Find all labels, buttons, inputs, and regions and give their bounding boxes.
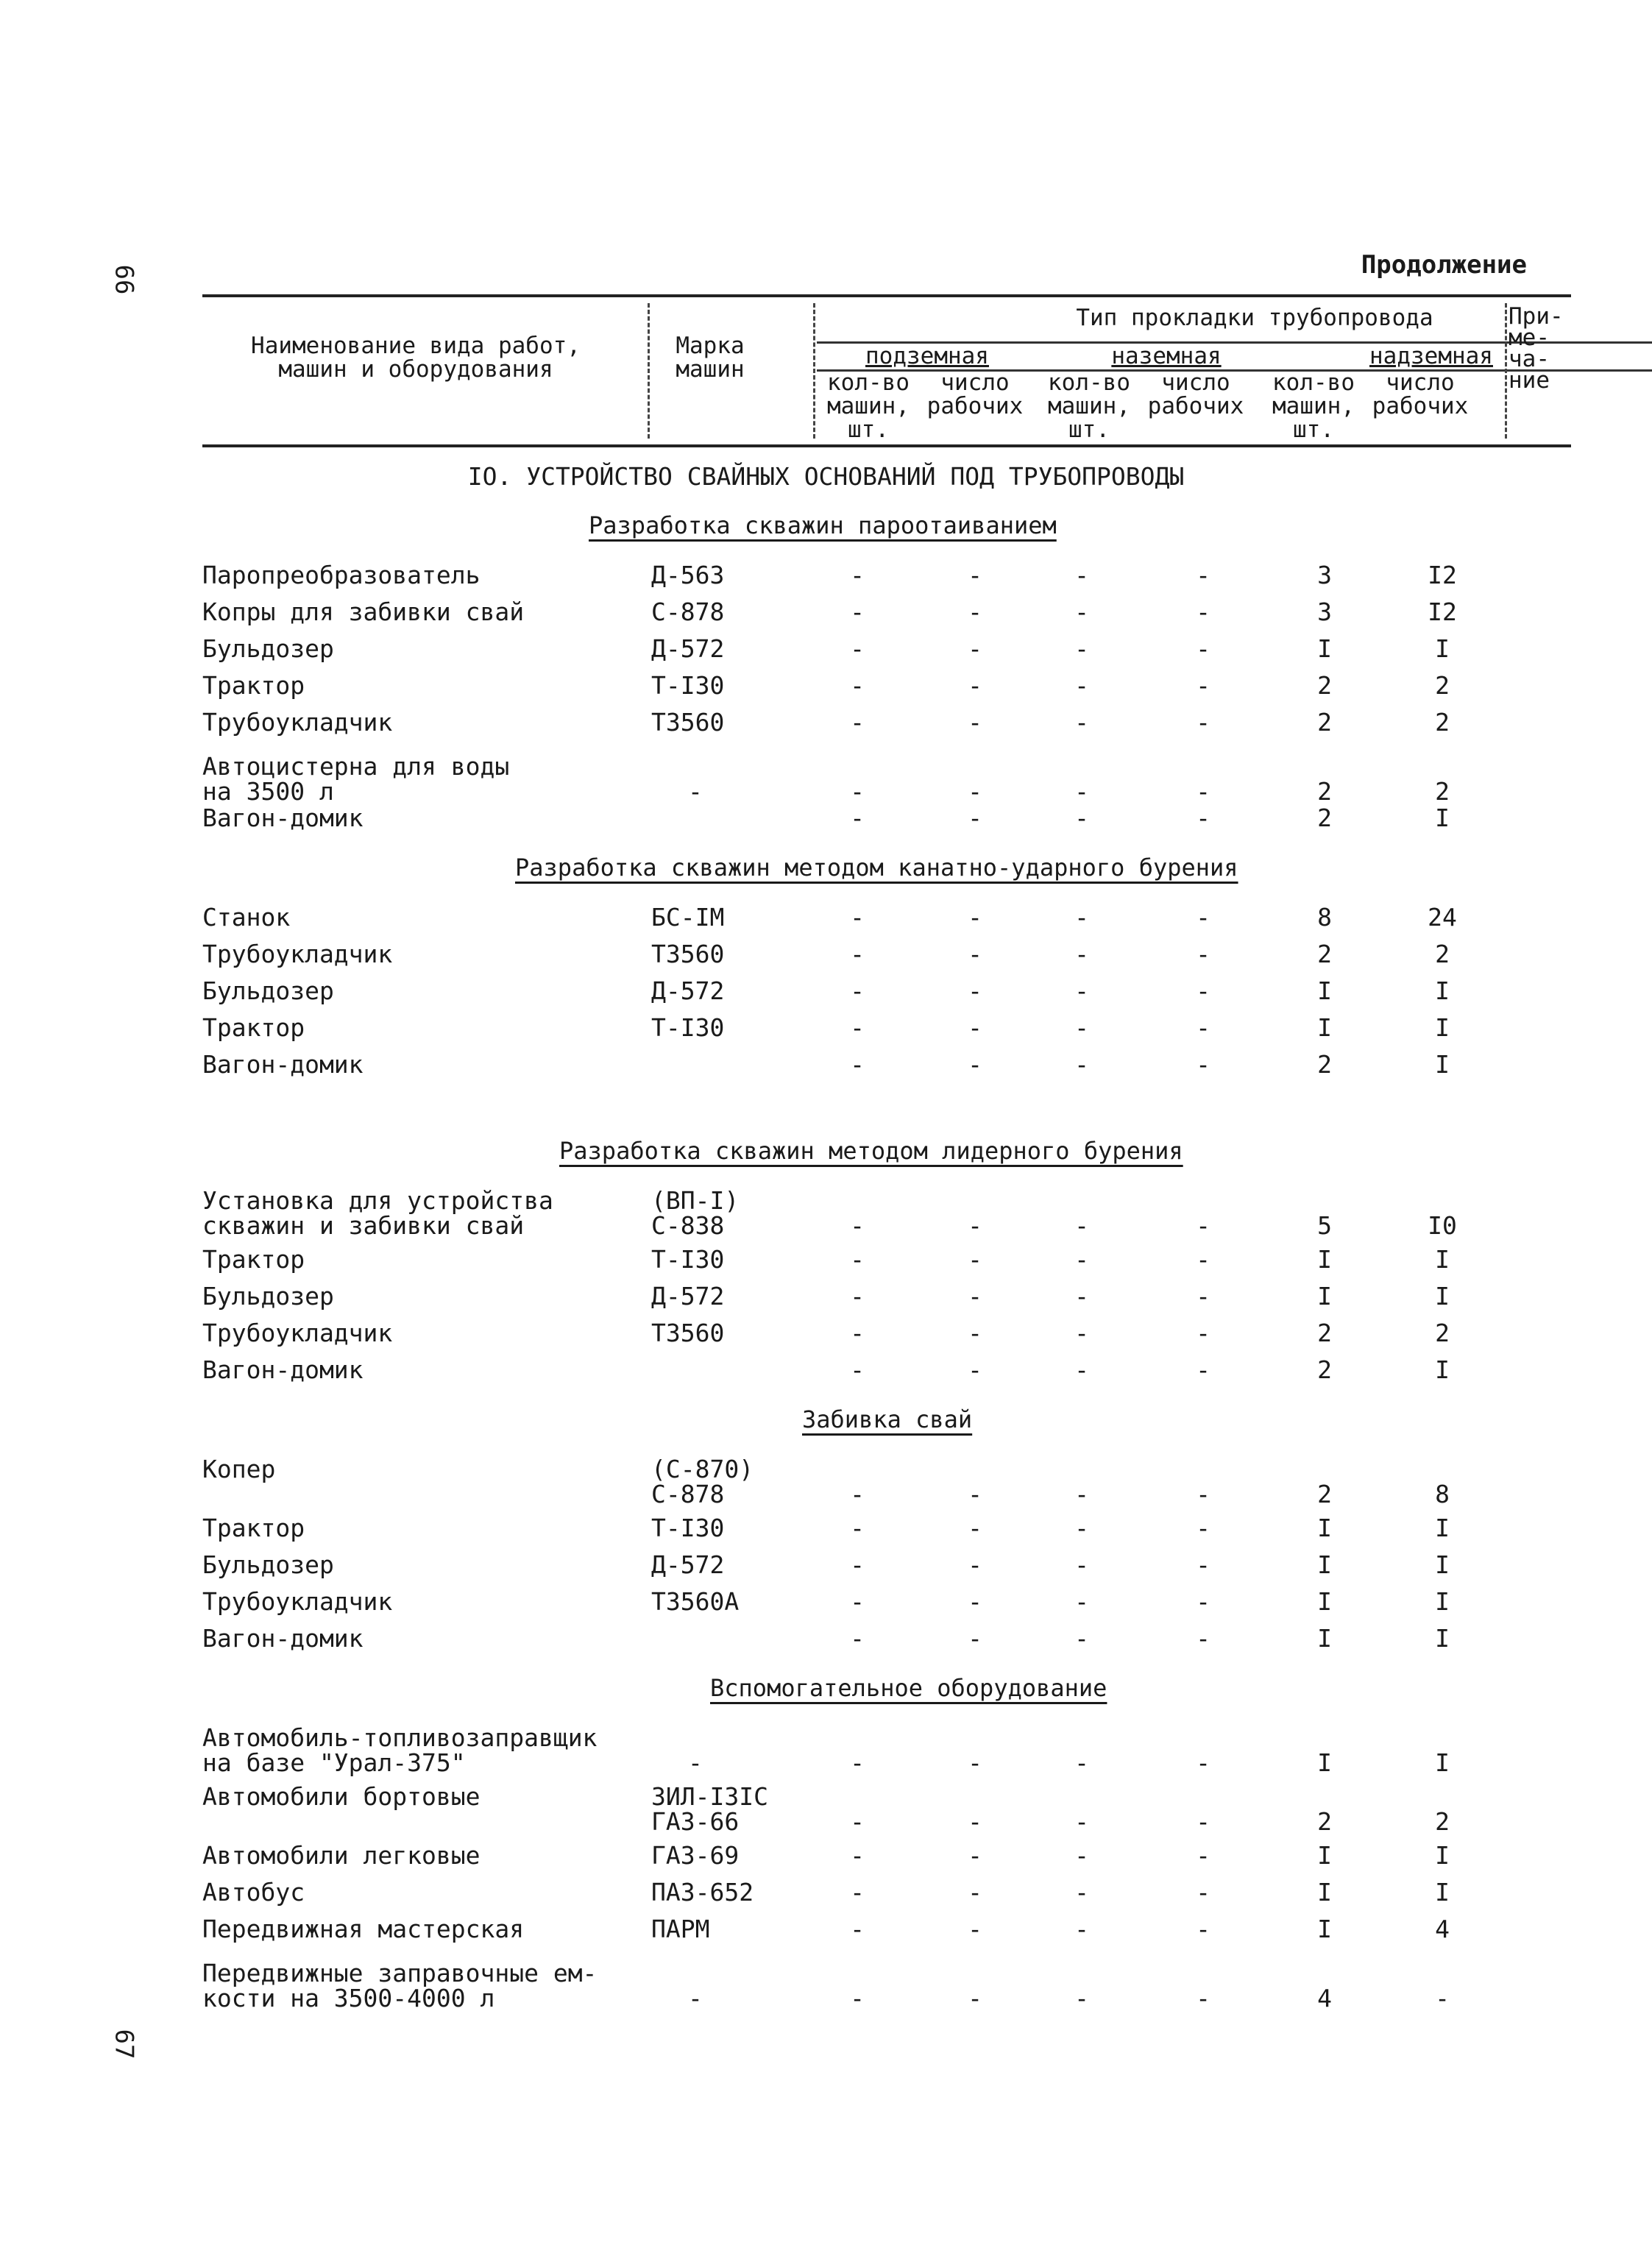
header-note-column: При- ме- ча- ние — [1509, 303, 1564, 394]
row-value: I2 — [1428, 597, 1457, 626]
row-name: Вагон-домик — [202, 1050, 364, 1079]
row-name: Трубоукладчик — [202, 1587, 393, 1616]
row-value: - — [1074, 1245, 1089, 1274]
row-value: - — [968, 1878, 982, 1907]
row-value: - — [850, 1587, 865, 1616]
row-value: - — [1074, 1841, 1089, 1870]
row-value: - — [968, 1319, 982, 1347]
row-name: Трактор — [202, 671, 305, 700]
row-value: - — [1196, 1355, 1210, 1384]
row-name: Бульдозер — [202, 1550, 334, 1579]
header-type-ground: наземная — [1111, 343, 1222, 369]
row-value: - — [1196, 1480, 1210, 1508]
page-number-top: 66 — [109, 264, 139, 295]
row-value: - — [1196, 1050, 1210, 1079]
row-value: - — [850, 1624, 865, 1653]
subsection-title: Забивка свай — [802, 1405, 973, 1433]
row-value: - — [1074, 940, 1089, 968]
row-value: 2 — [1317, 671, 1332, 700]
row-value: I — [1435, 1514, 1450, 1542]
row-mark: ЗИЛ-I3IС ГАЗ-66 — [651, 1782, 768, 1836]
row-value: - — [968, 1514, 982, 1542]
row-value: - — [1196, 1550, 1210, 1579]
subsection-title: Вспомогательное оборудование — [710, 1674, 1107, 1702]
row-value: 2 — [1435, 777, 1450, 806]
row-value: - — [1196, 976, 1210, 1005]
row-mark: Т-I30 — [651, 1013, 725, 1042]
row-value: - — [968, 1355, 982, 1384]
row-value: - — [850, 708, 865, 737]
row-value: 2 — [1317, 1355, 1332, 1384]
header-name-column: Наименование вида работ, машин и оборудования — [251, 333, 581, 383]
row-mark: Т3560А — [651, 1587, 740, 1616]
row-value: - — [968, 1013, 982, 1042]
row-mark: Т-I30 — [651, 671, 725, 700]
row-mark: Д-563 — [651, 561, 725, 589]
row-value: 3 — [1317, 561, 1332, 589]
row-value: - — [1074, 634, 1089, 663]
row-name: Вагон-домик — [202, 1355, 364, 1384]
row-value: - — [850, 634, 865, 663]
row-value: I — [1317, 976, 1332, 1005]
row-value: - — [968, 1748, 982, 1777]
row-value: - — [850, 940, 865, 968]
header-divider — [1505, 303, 1507, 439]
row-value: - — [1196, 940, 1210, 968]
row-name: Трактор — [202, 1245, 305, 1274]
row-value: - — [1074, 1748, 1089, 1777]
page-number-bottom: 67 — [109, 2029, 139, 2060]
row-value: 2 — [1317, 940, 1332, 968]
row-value: I — [1317, 1245, 1332, 1274]
row-value: - — [1074, 976, 1089, 1005]
row-value: - — [968, 1550, 982, 1579]
row-value: - — [1196, 1807, 1210, 1836]
row-value: - — [1074, 1984, 1089, 2012]
row-value: - — [850, 976, 865, 1005]
row-value: - — [1196, 708, 1210, 737]
row-value: - — [968, 708, 982, 737]
row-name: Автобус — [202, 1878, 305, 1907]
row-value: - — [1074, 1211, 1089, 1240]
row-value: - — [1074, 1807, 1089, 1836]
row-value: - — [968, 1841, 982, 1870]
row-value: - — [850, 777, 865, 806]
row-value: 5 — [1317, 1211, 1332, 1240]
row-value: - — [1074, 1915, 1089, 1943]
row-value: - — [850, 903, 865, 932]
row-value: - — [968, 1587, 982, 1616]
row-value: - — [1196, 1624, 1210, 1653]
row-value: - — [968, 1624, 982, 1653]
row-value: - — [850, 1807, 865, 1836]
row-value: - — [1074, 1355, 1089, 1384]
row-value: - — [968, 1245, 982, 1274]
row-value: - — [968, 561, 982, 589]
row-value: I — [1317, 1282, 1332, 1311]
section-title: IO. УСТРОЙСТВО СВАЙНЫХ ОСНОВАНИЙ ПОД ТРУБОПРОВОДЫ — [467, 462, 1185, 491]
row-name: Станок — [202, 903, 291, 932]
row-value: - — [850, 1355, 865, 1384]
row-value: I — [1435, 1624, 1450, 1653]
row-value: 2 — [1435, 708, 1450, 737]
row-value: - — [850, 1245, 865, 1274]
row-value: - — [850, 1915, 865, 1943]
subsection-title: Разработка скважин методом лидерного бурения — [559, 1137, 1183, 1165]
row-mark: Д-572 — [651, 1550, 725, 1579]
row-name: Передвижная мастерская — [202, 1915, 525, 1943]
header-sub-workers: число рабочих — [1147, 369, 1244, 419]
row-value: - — [850, 804, 865, 832]
row-mark: Т3560 — [651, 1319, 725, 1347]
row-value: - — [850, 1480, 865, 1508]
row-value: I — [1317, 1915, 1332, 1943]
row-value: I — [1317, 1748, 1332, 1777]
row-value: - — [1074, 804, 1089, 832]
row-value: - — [1074, 903, 1089, 932]
row-value: 3 — [1317, 597, 1332, 626]
row-value: - — [1074, 1587, 1089, 1616]
row-value: I — [1435, 1587, 1450, 1616]
row-value: I — [1317, 1841, 1332, 1870]
row-value: - — [1196, 1841, 1210, 1870]
row-mark: Т-I30 — [651, 1514, 725, 1542]
row-value: 2 — [1435, 671, 1450, 700]
row-value: I — [1317, 1013, 1332, 1042]
row-value: - — [968, 1211, 982, 1240]
row-value: - — [968, 1282, 982, 1311]
row-value: - — [1196, 1748, 1210, 1777]
row-value: - — [1074, 597, 1089, 626]
row-value: - — [1196, 1282, 1210, 1311]
row-value: - — [1074, 1550, 1089, 1579]
row-name: Паропреобразователь — [202, 561, 481, 589]
row-name: Трубоукладчик — [202, 940, 393, 968]
row-name: Копры для забивки свай — [202, 597, 525, 626]
row-value: - — [968, 940, 982, 968]
row-value: - — [1196, 1984, 1210, 2012]
row-value: 2 — [1317, 1807, 1332, 1836]
row-mark: Т-I30 — [651, 1245, 725, 1274]
row-value: 2 — [1317, 804, 1332, 832]
row-value: - — [968, 597, 982, 626]
row-value: I — [1317, 1624, 1332, 1653]
row-value: 2 — [1435, 1807, 1450, 1836]
row-value: - — [1074, 1480, 1089, 1508]
row-value: - — [1196, 777, 1210, 806]
row-name: Бульдозер — [202, 976, 334, 1005]
header-sub-count: кол-во машин, шт. — [1048, 369, 1130, 443]
row-value: I — [1317, 1514, 1332, 1542]
row-value: 2 — [1317, 1319, 1332, 1347]
row-mark: Д-572 — [651, 1282, 725, 1311]
row-value: - — [1074, 1878, 1089, 1907]
row-value: - — [850, 1013, 865, 1042]
row-value: 24 — [1428, 903, 1457, 932]
row-value: - — [1196, 1587, 1210, 1616]
row-value: - — [1196, 1245, 1210, 1274]
row-name: Бульдозер — [202, 634, 334, 663]
header-type-aboveground: надземная — [1369, 343, 1493, 369]
row-value: I — [1317, 1587, 1332, 1616]
table-header — [202, 294, 1571, 447]
continuation-label: Продолжение — [1361, 250, 1527, 280]
header-type-group: Тип прокладки трубопровода — [1076, 305, 1433, 331]
row-value: - — [968, 804, 982, 832]
row-value: - — [1435, 1984, 1450, 2012]
row-mark: С-878 — [651, 597, 725, 626]
row-name: Автоцистерна для воды на 3500 л — [202, 752, 510, 806]
row-value: - — [850, 1841, 865, 1870]
row-value: - — [1196, 671, 1210, 700]
row-value: - — [850, 671, 865, 700]
row-value: I — [1317, 634, 1332, 663]
row-value: - — [850, 1514, 865, 1542]
row-value: - — [850, 1984, 865, 2012]
row-value: I — [1435, 1245, 1450, 1274]
row-value: I2 — [1428, 561, 1457, 589]
row-value: I — [1435, 1355, 1450, 1384]
row-name: Вагон-домик — [202, 804, 364, 832]
row-name: Вагон-домик — [202, 1624, 364, 1653]
row-value: - — [850, 1550, 865, 1579]
header-divider — [648, 303, 650, 439]
row-value: - — [1196, 804, 1210, 832]
header-sub-workers: число рабочих — [1372, 369, 1469, 419]
row-mark: Т3560 — [651, 940, 725, 968]
row-value: I — [1317, 1550, 1332, 1579]
row-value: - — [1074, 777, 1089, 806]
row-mark: - — [688, 777, 703, 806]
header-sub-count: кол-во машин, шт. — [1272, 369, 1355, 443]
row-value: - — [968, 1984, 982, 2012]
row-value: - — [1196, 1319, 1210, 1347]
row-name: Установка для устройства скважин и забивки свай — [202, 1186, 553, 1240]
row-value: - — [850, 1050, 865, 1079]
row-value: - — [1074, 1319, 1089, 1347]
row-value: - — [968, 777, 982, 806]
row-value: - — [1196, 1915, 1210, 1943]
row-value: - — [850, 597, 865, 626]
row-value: 2 — [1317, 777, 1332, 806]
row-value: 4 — [1317, 1984, 1332, 2012]
row-value: - — [968, 1050, 982, 1079]
row-name: Трубоукладчик — [202, 708, 393, 737]
header-type-underground: подземная — [865, 343, 989, 369]
row-mark: - — [688, 1984, 703, 2012]
row-value: - — [850, 1748, 865, 1777]
row-name: Автомобили легковые — [202, 1841, 481, 1870]
row-mark: - — [688, 1748, 703, 1777]
row-name: Автомобили бортовые — [202, 1782, 481, 1811]
row-value: I — [1435, 1282, 1450, 1311]
row-value: 2 — [1435, 940, 1450, 968]
header-sub-workers: число рабочих — [926, 369, 1024, 419]
row-name: Трубоукладчик — [202, 1319, 393, 1347]
row-value: I — [1435, 1841, 1450, 1870]
row-name: Трактор — [202, 1514, 305, 1542]
row-value: - — [968, 976, 982, 1005]
row-value: - — [1074, 561, 1089, 589]
row-value: - — [1196, 1013, 1210, 1042]
row-value: I — [1435, 1748, 1450, 1777]
row-name: Бульдозер — [202, 1282, 334, 1311]
row-value: I — [1435, 1550, 1450, 1579]
row-value: - — [968, 671, 982, 700]
row-value: - — [850, 1211, 865, 1240]
row-value: - — [1074, 1514, 1089, 1542]
row-value: I — [1435, 634, 1450, 663]
row-value: 2 — [1317, 1050, 1332, 1079]
row-name: Автомобиль-топливозаправщик на базе "Урал-375" — [202, 1723, 598, 1777]
row-value: - — [968, 1807, 982, 1836]
row-value: - — [1196, 561, 1210, 589]
header-mark-column: Марка машин — [676, 333, 745, 383]
row-value: 8 — [1317, 903, 1332, 932]
row-value: I — [1435, 804, 1450, 832]
row-mark: (ВП-I) С-838 — [651, 1186, 740, 1240]
row-value: - — [1074, 1013, 1089, 1042]
row-name: Передвижные заправочные ем- кости на 3500-4000 л — [202, 1959, 598, 2012]
header-divider — [813, 303, 815, 439]
subsection-title: Разработка скважин методом канатно-ударного бурения — [515, 854, 1238, 882]
row-value: - — [1196, 903, 1210, 932]
row-value: - — [850, 1878, 865, 1907]
row-value: I — [1317, 1878, 1332, 1907]
row-value: - — [1196, 1878, 1210, 1907]
row-value: - — [1074, 671, 1089, 700]
row-value: - — [1196, 634, 1210, 663]
row-mark: ГАЗ-69 — [651, 1841, 740, 1870]
header-sub-count: кол-во машин, шт. — [827, 369, 910, 443]
row-value: 4 — [1435, 1915, 1450, 1943]
row-value: I — [1435, 976, 1450, 1005]
row-name: Копер — [202, 1455, 276, 1483]
row-value: - — [1196, 597, 1210, 626]
row-value: - — [968, 1480, 982, 1508]
subsection-title: Разработка скважин пароотаиванием — [589, 511, 1057, 539]
row-value: - — [968, 634, 982, 663]
row-value: 2 — [1317, 1480, 1332, 1508]
row-value: - — [1196, 1211, 1210, 1240]
row-value: 2 — [1317, 708, 1332, 737]
row-value: - — [850, 1282, 865, 1311]
row-value: 2 — [1435, 1319, 1450, 1347]
row-value: 8 — [1435, 1480, 1450, 1508]
row-value: - — [850, 561, 865, 589]
row-mark: ПАРМ — [651, 1915, 710, 1943]
row-value: - — [968, 903, 982, 932]
row-value: I0 — [1428, 1211, 1457, 1240]
row-value: I — [1435, 1878, 1450, 1907]
row-value: - — [1074, 1282, 1089, 1311]
row-value: I — [1435, 1050, 1450, 1079]
row-mark: БС-IМ — [651, 903, 725, 932]
row-mark: Д-572 — [651, 634, 725, 663]
row-value: - — [1074, 1050, 1089, 1079]
row-value: - — [1074, 1624, 1089, 1653]
row-name: Трактор — [202, 1013, 305, 1042]
row-value: I — [1435, 1013, 1450, 1042]
row-mark: Т3560 — [651, 708, 725, 737]
row-value: - — [1196, 1514, 1210, 1542]
row-mark: (С-870) С-878 — [651, 1455, 754, 1508]
row-value: - — [968, 1915, 982, 1943]
row-mark: Д-572 — [651, 976, 725, 1005]
row-mark: ПАЗ-652 — [651, 1878, 754, 1907]
row-value: - — [850, 1319, 865, 1347]
row-value: - — [1074, 708, 1089, 737]
